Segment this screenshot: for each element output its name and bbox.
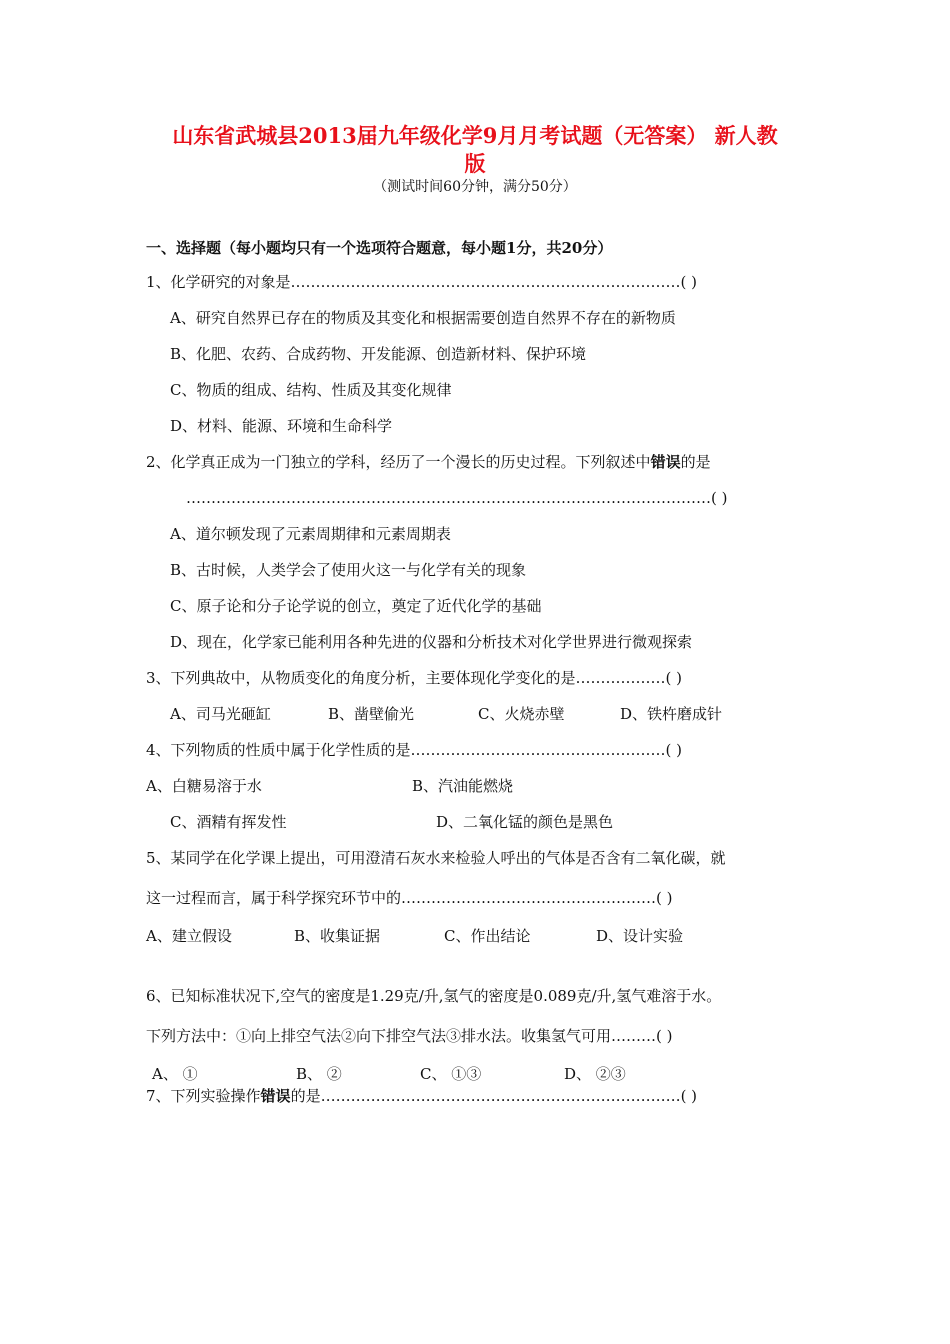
question-5-stem-line1: 5、某同学在化学课上提出，可用澄清石灰水来检验人呼出的气体是否含有二氧化碳，就 (146, 849, 726, 867)
question-2-option-b: B、古时候，人类学会了使用火这一与化学有关的现象 (170, 561, 527, 579)
question-2-stem (146, 452, 711, 472)
question-3-stem: 3、下列典故中，从物质变化的角度分析，主要体现化学变化的是………………( ) (146, 669, 683, 687)
question-3-option-a: A、司马光砸缸 (170, 705, 271, 723)
question-2-stem-emphasis: 错误 (650, 453, 681, 471)
question-7-stem-post: 的是………………………………………………………………( ) (290, 1087, 698, 1105)
question-1-stem: 1、化学研究的对象是……………………………………………………………………( ) (146, 273, 698, 291)
question-2-option-c: C、原子论和分子论学说的创立，奠定了近代化学的基础 (170, 597, 542, 615)
question-7-stem-emphasis: 错误 (260, 1087, 291, 1105)
question-1-option-d: D、材料、能源、环境和生命科学 (170, 417, 393, 435)
question-6-option-d: D、 ②③ (564, 1065, 626, 1083)
question-3-option-b: B、凿壁偷光 (328, 705, 415, 723)
question-1-option-b: B、化肥、农药、合成药物、开发能源、创造新材料、保护环境 (170, 345, 587, 363)
question-2-stem-post: 的是 (680, 453, 711, 471)
question-4-option-c: C、酒精有挥发性 (170, 813, 287, 831)
question-3-option-c: C、火烧赤壁 (478, 705, 565, 723)
question-7-stem-pre: 7、下列实验操作 (146, 1087, 261, 1105)
question-1-option-c: C、物质的组成、结构、性质及其变化规律 (170, 381, 452, 399)
exam-title-line2: 版 (464, 151, 486, 176)
question-2-option-d: D、现在，化学家已能利用各种先进的仪器和分析技术对化学世界进行微观探索 (170, 633, 693, 651)
exam-subtitle: （测试时间60分钟，满分50分） (373, 179, 577, 195)
question-2-stem-pre: 2、化学真正成为一门独立的学科，经历了一个漫长的历史过程。下列叙述中 (146, 453, 651, 471)
section-heading: 一、选择题（每小题均只有一个选项符合题意，每小题1分，共20分） (146, 239, 613, 257)
question-2-answer-dots: ……………………………………………………………………………………………( ) (186, 489, 728, 507)
question-4-stem: 4、下列物质的性质中属于化学性质的是……………………………………………( ) (146, 741, 683, 759)
question-4-option-d: D、二氧化锰的颜色是黑色 (436, 813, 614, 831)
question-5-option-d: D、设计实验 (596, 927, 684, 945)
question-6-option-b: B、 ② (296, 1065, 342, 1083)
question-3-option-d: D、铁杵磨成针 (620, 705, 723, 723)
question-4-option-a: A、白糖易溶于水 (146, 777, 262, 795)
question-5-stem-line2: 这一过程而言，属于科学探究环节中的……………………………………………( ) (146, 889, 673, 907)
question-6-option-a: A、 ① (152, 1065, 198, 1083)
question-2-option-a: A、道尔顿发现了元素周期律和元素周期表 (170, 525, 451, 543)
question-4-option-b: B、汽油能燃烧 (412, 777, 514, 795)
question-5-option-a: A、建立假设 (146, 927, 232, 945)
question-6-stem-line2: 下列方法中：①向上排空气法②向下排空气法③排水法。收集氢气可用………( ) (146, 1027, 673, 1045)
question-5-option-c: C、作出结论 (444, 927, 531, 945)
exam-title-line1: 山东省武城县2013届九年级化学9月月考试题（无答案） 新人教 (172, 123, 778, 148)
question-7-stem (146, 1086, 697, 1106)
question-5-option-b: B、收集证据 (294, 927, 381, 945)
question-6-stem-line1: 6、已知标准状况下,空气的密度是1.29克/升,氢气的密度是0.089克/升,氢气难溶于水。 (146, 987, 722, 1005)
question-6-option-c: C、 ①③ (420, 1065, 482, 1083)
question-1-option-a: A、研究自然界已存在的物质及其变化和根据需要创造自然界不存在的新物质 (170, 309, 676, 327)
